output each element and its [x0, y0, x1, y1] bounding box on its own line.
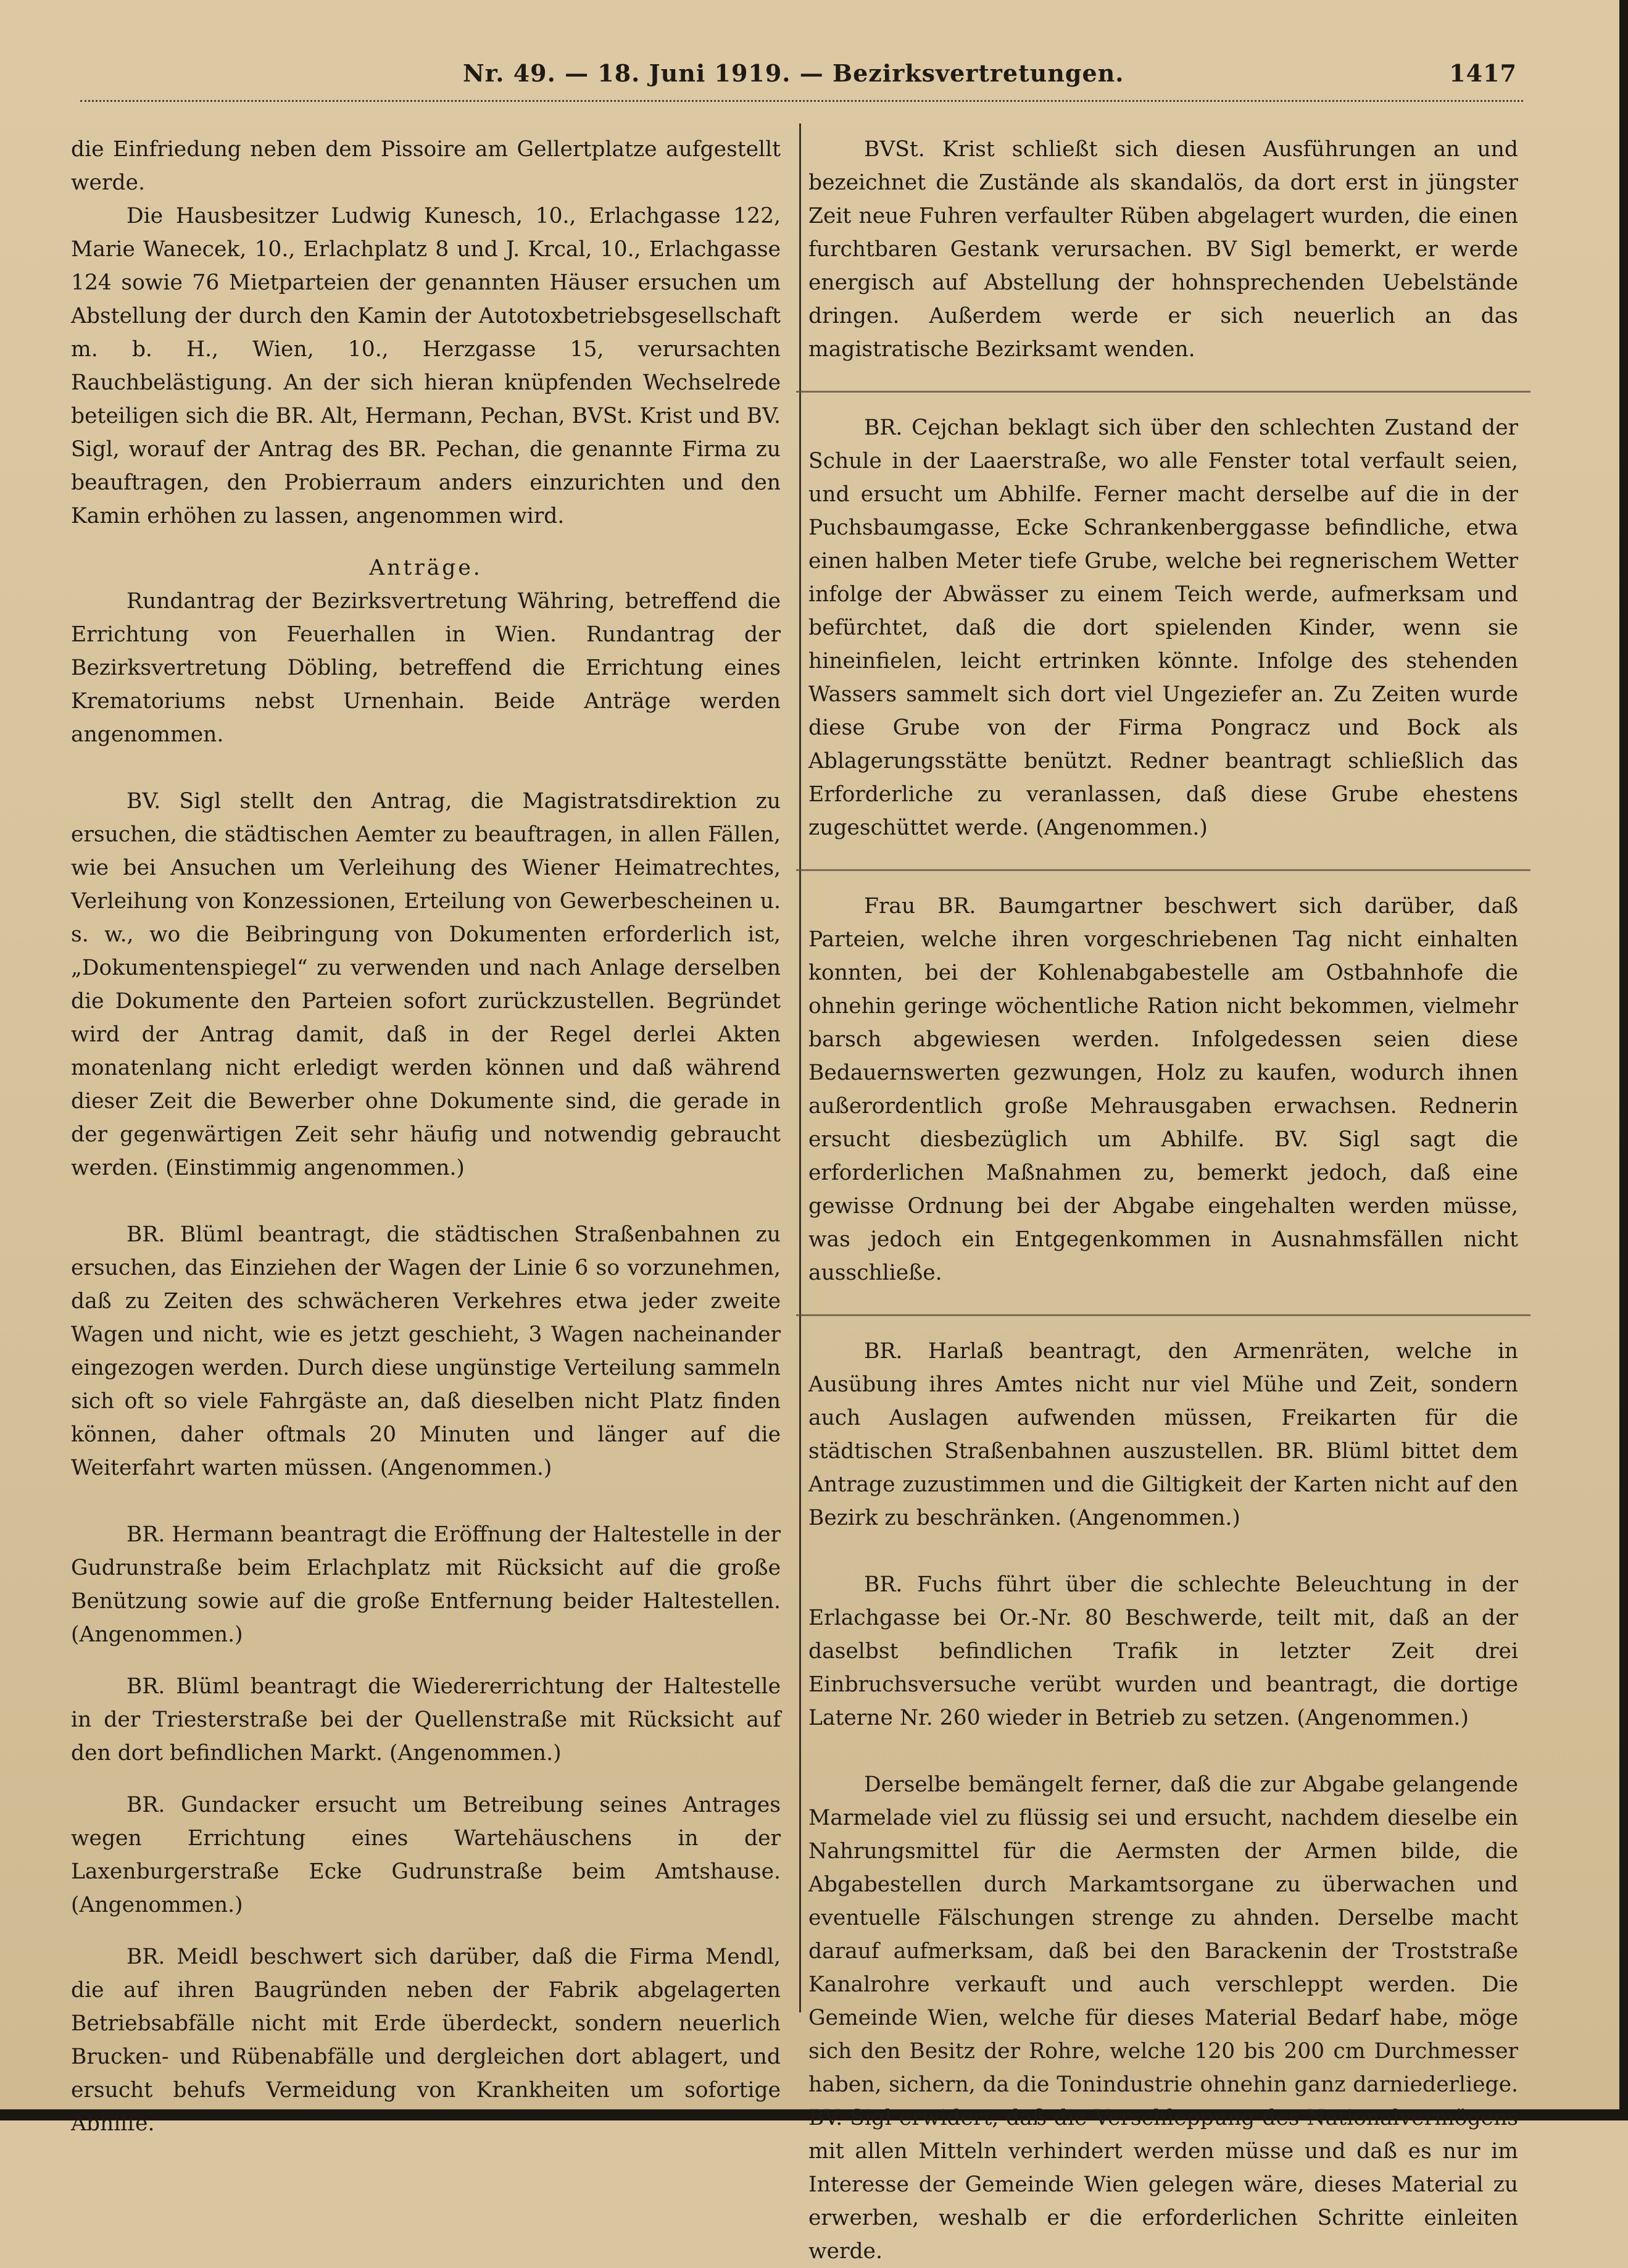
section-divider: [796, 391, 1530, 393]
header-rule: [80, 100, 1523, 102]
section-divider: [796, 1314, 1530, 1316]
section-divider: [796, 869, 1530, 871]
paragraph: BV. Sigl stellt den Antrag, die Magistratsdirektion zu ersuchen, die städtischen Aemter zu beauftragen, in allen Fällen, wie bei Ansuchen um Verleihung des Wiener Heimatrechtes, Verleihung von Konzessionen, Erteilung von Gewerbescheinen u. s. w., wo die Beibringung von Dokumenten erforderlich ist, „Dokumentenspiegel“ zu verwenden und nach Anlage derselben die Dokumente den Parteien sofort zurückzustellen. Begründet wird der Antrag damit, daß in der Regel derlei Akten monatenlang nicht erledigt werden können und daß während dieser Zeit die Bewerber ohne Dokumente sind, die gerade in der gegenwärtigen Zeit sehr häufig und notwendig gebraucht werden. (Einstimmig angenommen.): [71, 789, 781, 1180]
paragraph: Frau BR. Baumgartner beschwert sich darüber, daß Parteien, welche ihren vorgeschriebenen Tag nicht einhalten konnten, bei der Kohlenabgabestelle am Ostbahnhofe die ohnehin geringe wöchentliche Ration nicht bekommen, vielmehr barsch abgewiesen werden. Infolgedessen seien diese Bedauernswerten gezwungen, Holz zu kaufen, wodurch ihnen außerordentlich große Mehrausgaben erwachsen. Rednerin ersucht diesbezüglich um Abhilfe. BV. Sigl sagt die erforderlichen Maßnahmen zu, bemerkt jedoch, daß eine gewisse Ordnung bei der Abgabe eingehalten werden müsse, was jedoch ein Entgegenkommen in Ausnahmsfällen nicht ausschließe.: [808, 894, 1518, 1285]
paragraph: Derselbe bemängelt ferner, daß die zur Abgabe gelangende Marmelade viel zu flüssig sei und ersucht, nachdem dieselbe ein Nahrungsmittel für die Aermsten der Armen bilde, die Abgabestellen durch Markamtsorgane zu überwachen und eventuelle Fälschungen strenge zu ahnden. Derselbe macht darauf aufmerksam, daß bei den Barackenin der Troststraße Kanalrohre verkauft und auch verschleppt werden. Die Gemeinde Wien, welche für dieses Material Bedarf habe, möge sich den Besitz der Rohre, welche 120 bis 200 cm Durchmesser haben, sichern, da die Tonindustrie ohnehin ganz darniederliege. BV. Sigl erwidert, daß die Verschleppung des Nationalvermögens mit allen Mitteln verhindert werden müsse und daß es nur im Interesse der Gemeinde Wien gelegen wäre, dieses Material zu erwerben, weshalb er die erforderlichen Schritte einleiten werde.: [808, 1772, 1518, 2264]
paragraph: die Einfriedung neben dem Pissoire am Gellertplatze aufgestellt werde.: [71, 137, 781, 195]
paragraph: Rundantrag der Bezirksvertretung Währing, betreffend die Errichtung von Feuerhallen in Wien. Rundantrag der Bezirksvertretung Döbling, betreffend die Errichtung eines Krematoriums nebst Urnenhain. Beide Anträge werden angenommen.: [71, 589, 781, 747]
paragraph: BR. Blüml beantragt, die städtischen Straßenbahnen zu ersuchen, das Einziehen der Wagen der Linie 6 so vorzunehmen, daß zu Zeiten des schwächeren Verkehres etwa jeder zweite Wagen und nicht, wie es jetzt geschieht, 3 Wagen nacheinander eingezogen werden. Durch diese ungünstige Verteilung sammeln sich oft so viele Fahrgäste an, daß dieselben nicht Platz finden können, daher oftmals 20 Minuten und länger auf die Weiterfahrt warten müssen. (Angenommen.): [71, 1222, 781, 1480]
paragraph: BR. Fuchs führt über die schlechte Beleuchtung in der Erlachgasse bei Or.-Nr. 80 Beschwerde, teilt mit, daß an der daselbst befindlichen Trafik in letzter Zeit drei Einbruchsversuche verübt wurden und beantragt, die dortige Laterne Nr. 260 wieder in Betrieb zu setzen. (Angenommen.): [808, 1572, 1518, 1730]
paragraph: Die Hausbesitzer Ludwig Kunesch, 10., Erlachgasse 122, Marie Wanecek, 10., Erlachplatz 8 und J. Krcal, 10., Erlachgasse 124 sowie 76 Mietparteien der genannten Häuser ersuchen um Abstellung der durch den Kamin der Autotoxbetriebsgesellschaft m. b. H., Wien, 10., Herzgasse 15, verursachten Rauchbelästigung. An der sich hieran knüpfenden Wechselrede beteiligen sich die BR. Alt, Hermann, Pechan, BVSt. Krist und BV. Sigl, worauf der Antrag des BR. Pechan, die genannte Firma zu beauftragen, den Probierraum anders einzurichten und den Kamin erhöhen zu lassen, angenommen wird.: [71, 204, 781, 528]
paragraph: BR. Blüml beantragt die Wiedererrichtung der Haltestelle in der Triesterstraße bei der Quellenstraße mit Rücksicht auf den dort befindlichen Markt. (Angenommen.): [71, 1674, 781, 1766]
section-heading: Anträge.: [369, 556, 483, 580]
left-column: [71, 133, 781, 2140]
paragraph: BVSt. Krist schließt sich diesen Ausführungen an und bezeichnet die Zustände als skandalös, da dort erst in jüngster Zeit neue Fuhren verfaulter Rüben abgelagert wurden, die einen furchtbaren Gestank verursachen. BV Sigl bemerkt, er werde energisch auf Abstellung der hohnsprechenden Uebelstände dringen. Außerdem werde er sich neuerlich an das magistratische Bezirksamt wenden.: [808, 137, 1518, 362]
paragraph: BR. Hermann beantragt die Eröffnung der Haltestelle in der Gudrunstraße beim Erlachplatz mit Rücksicht auf die große Benützung sowie auf die große Entfernung beider Haltestellen. (Angenommen.): [71, 1522, 781, 1647]
paragraph: BR. Gundacker ersucht um Betreibung seines Antrages wegen Errichtung eines Wartehäuschens in der Laxenburgerstraße Ecke Gudrunstraße beim Amtshause. (Angenommen.): [71, 1793, 781, 1917]
column-divider: [799, 123, 801, 2012]
issue-line: Nr. 49. — 18. Juni 1919. — Bezirksvertretungen.: [463, 59, 1124, 87]
paragraph: BR. Cejchan beklagt sich über den schlechten Zustand der Schule in der Laaerstraße, wo alle Fenster total verfault seien, und ersucht um Abhilfe. Ferner macht derselbe auf die in der Puchsbaumgasse, Ecke Schrankenberggasse befindliche, etwa einen halben Meter tiefe Grube, welche bei regnerischem Wetter infolge der Abwässer zu einem Teich werde, aufmerksam und befürchtet, daß die dort spielenden Kinder, wenn sie hineinfielen, leicht ertrinken könnte. Infolge des stehenden Wassers sammelt sich dort viel Ungeziefer an. Zu Zeiten wurde diese Grube von der Firma Pongracz und Bock als Ablagerungsstätte benützt. Redner beantragt schließlich das Erforderliche zu veranlassen, daß diese Grube ehestens zugeschüttet werde. (Angenommen.): [808, 415, 1518, 840]
page-number: 1417: [1449, 59, 1517, 87]
paragraph: BR. Harlaß beantragt, den Armenräten, welche in Ausübung ihres Amtes nicht nur viel Mühe und Zeit, sondern auch Auslagen aufwenden müssen, Freikarten für die städtischen Straßenbahnen auszustellen. BR. Blüml bittet dem Antrage zuzustimmen und die Giltigkeit der Karten nicht auf den Bezirk zu beschränken. (Angenommen.): [808, 1339, 1518, 1530]
page-header: [68, 59, 1517, 96]
right-column: [808, 133, 1518, 2268]
paragraph: BR. Meidl beschwert sich darüber, daß die Firma Mendl, die auf ihren Baugründen neben der Fabrik abgelagerten Betriebsabfälle nicht mit Erde überdeckt, sondern neuerlich Brucken- und Rübenabfälle und dergleichen dort ablagert, und ersucht behufs Vermeidung von Krankheiten um sofortige Abhilfe.: [71, 1945, 781, 2136]
